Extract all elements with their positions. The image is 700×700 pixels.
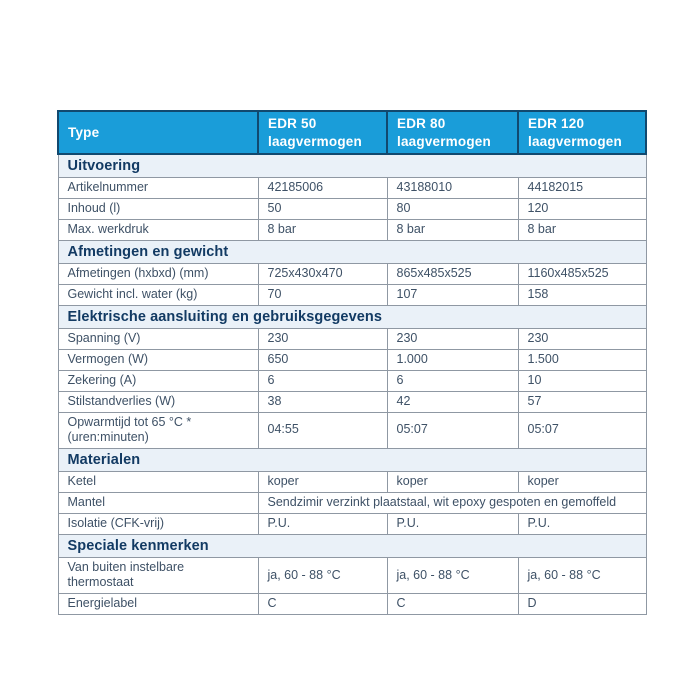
cell-value: 158 bbox=[518, 284, 646, 305]
cell-value: 10 bbox=[518, 370, 646, 391]
cell-value: 1160x485x525 bbox=[518, 263, 646, 284]
cell-value: 120 bbox=[518, 198, 646, 219]
row-label: Max. werkdruk bbox=[58, 219, 258, 240]
row-label: Afmetingen (hxbxd) (mm) bbox=[58, 263, 258, 284]
cell-value: 05:07 bbox=[387, 412, 518, 448]
row-label: Stilstandverlies (W) bbox=[58, 391, 258, 412]
cell-value: C bbox=[387, 594, 518, 615]
row-label: Inhoud (l) bbox=[58, 198, 258, 219]
column-header-model: EDR 80 bbox=[397, 116, 446, 131]
row-zekering bbox=[58, 370, 646, 391]
cell-value: 230 bbox=[258, 328, 387, 349]
row-label: Artikelnummer bbox=[58, 177, 258, 198]
cell-value: C bbox=[258, 594, 387, 615]
column-header-edr-50 bbox=[258, 111, 387, 154]
cell-value: 70 bbox=[258, 284, 387, 305]
section-header-elektrische-aansluiting bbox=[58, 305, 646, 328]
cell-value: 6 bbox=[387, 370, 518, 391]
cell-value: 865x485x525 bbox=[387, 263, 518, 284]
section-header-materialen bbox=[58, 448, 646, 471]
row-label bbox=[58, 412, 258, 448]
row-spanning bbox=[58, 328, 646, 349]
row-label-line2: (uren:minuten) bbox=[67, 430, 149, 445]
row-opwarmtijd bbox=[58, 412, 646, 448]
row-label: Vermogen (W) bbox=[58, 349, 258, 370]
row-label: Energielabel bbox=[58, 594, 258, 615]
cell-value-spanning: Sendzimir verzinkt plaatstaal, wit epoxy gespoten en gemoffeld bbox=[258, 492, 646, 513]
cell-value: koper bbox=[258, 471, 387, 492]
cell-value: 57 bbox=[518, 391, 646, 412]
section-header-afmetingen-en-gewicht bbox=[58, 240, 646, 263]
cell-value: 43188010 bbox=[387, 177, 518, 198]
column-header-model: EDR 120 bbox=[528, 116, 585, 131]
cell-value: 725x430x470 bbox=[258, 263, 387, 284]
row-label: Isolatie (CFK-vrij) bbox=[58, 513, 258, 534]
row-label-line1: Opwarmtijd tot 65 °C * bbox=[67, 414, 192, 429]
row-energielabel bbox=[58, 594, 646, 615]
cell-value: 107 bbox=[387, 284, 518, 305]
section-header-speciale-kenmerken bbox=[58, 534, 646, 557]
cell-value: D bbox=[518, 594, 646, 615]
column-header-type: Type bbox=[58, 111, 258, 154]
row-gewicht bbox=[58, 284, 646, 305]
table-header-row bbox=[58, 111, 646, 154]
row-label: Gewicht incl. water (kg) bbox=[58, 284, 258, 305]
row-afmetingen bbox=[58, 263, 646, 284]
row-inhoud bbox=[58, 198, 646, 219]
section-title: Uitvoering bbox=[58, 154, 646, 177]
cell-value: 1.500 bbox=[518, 349, 646, 370]
section-title: Afmetingen en gewicht bbox=[58, 240, 646, 263]
row-stilstandverlies bbox=[58, 391, 646, 412]
row-max-werkdruk bbox=[58, 219, 646, 240]
cell-value: 1.000 bbox=[387, 349, 518, 370]
column-header-variant: laagvermogen bbox=[528, 133, 622, 149]
cell-value: 230 bbox=[518, 328, 646, 349]
section-title: Elektrische aansluiting en gebruiksgegevens bbox=[58, 305, 646, 328]
section-title: Speciale kenmerken bbox=[58, 534, 646, 557]
cell-value: koper bbox=[387, 471, 518, 492]
column-header-variant: laagvermogen bbox=[268, 133, 362, 149]
cell-value: 50 bbox=[258, 198, 387, 219]
row-label: Mantel bbox=[58, 492, 258, 513]
cell-value: 42185006 bbox=[258, 177, 387, 198]
column-header-edr-80 bbox=[387, 111, 518, 154]
cell-value: 04:55 bbox=[258, 412, 387, 448]
cell-value: 42 bbox=[387, 391, 518, 412]
section-title: Materialen bbox=[58, 448, 646, 471]
product-spec-table bbox=[57, 110, 647, 615]
cell-value: 8 bar bbox=[387, 219, 518, 240]
cell-value: 8 bar bbox=[258, 219, 387, 240]
cell-value: 80 bbox=[387, 198, 518, 219]
row-ketel bbox=[58, 471, 646, 492]
row-mantel bbox=[58, 492, 646, 513]
row-isolatie bbox=[58, 513, 646, 534]
column-header-model: EDR 50 bbox=[268, 116, 317, 131]
cell-value: P.U. bbox=[518, 513, 646, 534]
row-label: Van buiten instelbare thermostaat bbox=[58, 557, 258, 593]
cell-value: P.U. bbox=[387, 513, 518, 534]
row-thermostaat bbox=[58, 557, 646, 593]
column-header-edr-120 bbox=[518, 111, 646, 154]
cell-value: koper bbox=[518, 471, 646, 492]
cell-value: 05:07 bbox=[518, 412, 646, 448]
section-header-uitvoering bbox=[58, 154, 646, 177]
cell-value: ja, 60 - 88 °C bbox=[387, 557, 518, 593]
cell-value: 8 bar bbox=[518, 219, 646, 240]
row-artikelnummer bbox=[58, 177, 646, 198]
cell-value: ja, 60 - 88 °C bbox=[258, 557, 387, 593]
row-label: Zekering (A) bbox=[58, 370, 258, 391]
cell-value: 44182015 bbox=[518, 177, 646, 198]
cell-value: P.U. bbox=[258, 513, 387, 534]
cell-value: 230 bbox=[387, 328, 518, 349]
row-vermogen bbox=[58, 349, 646, 370]
cell-value: ja, 60 - 88 °C bbox=[518, 557, 646, 593]
column-header-variant: laagvermogen bbox=[397, 133, 491, 149]
cell-value: 38 bbox=[258, 391, 387, 412]
row-label: Spanning (V) bbox=[58, 328, 258, 349]
cell-value: 6 bbox=[258, 370, 387, 391]
row-label: Ketel bbox=[58, 471, 258, 492]
cell-value: 650 bbox=[258, 349, 387, 370]
